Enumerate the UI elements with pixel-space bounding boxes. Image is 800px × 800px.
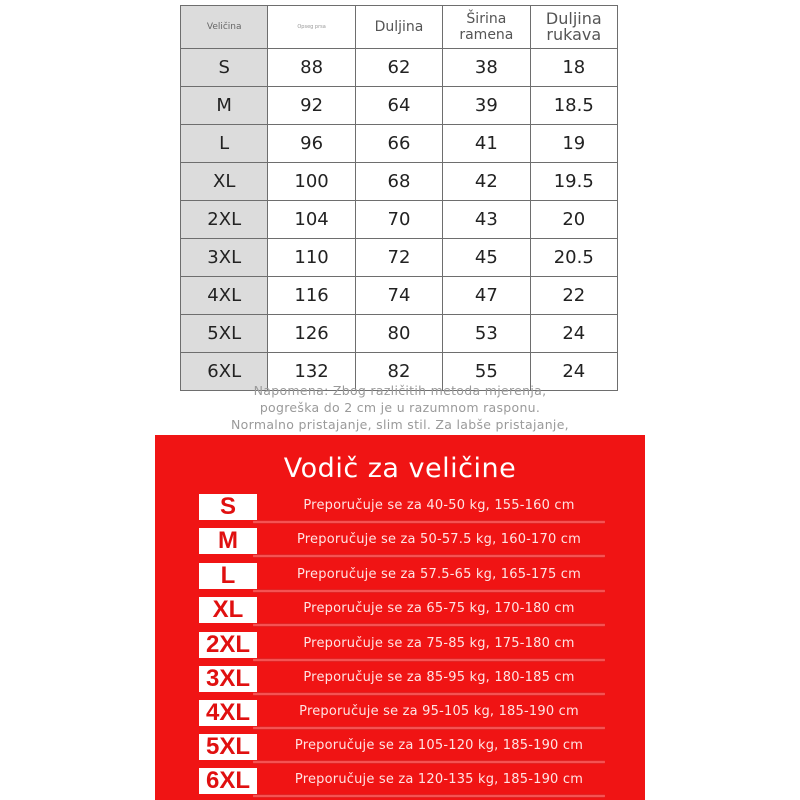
measurement-cell: 116 [268, 277, 355, 315]
measurement-cell: 18.5 [530, 87, 617, 125]
measurement-cell: 39 [443, 87, 530, 125]
table-row [181, 277, 618, 315]
table-header-row [181, 6, 618, 49]
size-badge: S [199, 494, 257, 520]
measurement-cell: 55 [443, 353, 530, 391]
table-row [181, 315, 618, 353]
table-row [181, 163, 618, 201]
measurement-cell: 18 [530, 49, 617, 87]
header-duljina: Duljina [355, 6, 442, 49]
table-row [181, 49, 618, 87]
table-row [181, 239, 618, 277]
row-underline [253, 589, 605, 593]
size-guide-row [195, 597, 605, 623]
measurement-cell: 53 [443, 315, 530, 353]
measurement-cell: 22 [530, 277, 617, 315]
measurement-cell: 45 [443, 239, 530, 277]
row-underline [253, 692, 605, 696]
recommendation-text: Preporučuje se za 57.5-65 kg, 165-175 cm [296, 567, 582, 582]
size-badge: 5XL [199, 734, 257, 760]
measurement-cell: 68 [355, 163, 442, 201]
measurement-cell: 19 [530, 125, 617, 163]
size-cell: 3XL [181, 239, 268, 277]
table-row [181, 201, 618, 239]
size-badge: L [199, 563, 257, 589]
size-badge: M [199, 528, 257, 554]
row-underline [253, 726, 605, 730]
measurement-cell: 64 [355, 87, 442, 125]
size-cell: S [181, 49, 268, 87]
row-underline [253, 520, 605, 524]
measurement-cell: 126 [268, 315, 355, 353]
measurement-cell: 41 [443, 125, 530, 163]
size-guide-row [195, 528, 605, 554]
header-opseg-prsa: Opseg prsa [268, 6, 355, 49]
size-badge: XL [199, 597, 257, 623]
recommendation-text: Preporučuje se za 85-95 kg, 180-185 cm [303, 670, 575, 685]
measurement-cell: 72 [355, 239, 442, 277]
size-cell: L [181, 125, 268, 163]
measurement-cell: 80 [355, 315, 442, 353]
measurement-cell: 43 [443, 201, 530, 239]
size-guide-row [195, 666, 605, 692]
size-guide-panel [155, 435, 645, 800]
size-cell: 4XL [181, 277, 268, 315]
measurement-cell: 82 [355, 353, 442, 391]
row-underline [253, 794, 605, 798]
size-cell: 2XL [181, 201, 268, 239]
measurement-cell: 70 [355, 201, 442, 239]
recommendation-text: Preporučuje se za 40-50 kg, 155-160 cm [303, 498, 575, 513]
measurement-cell: 74 [355, 277, 442, 315]
size-guide-row [195, 768, 605, 794]
size-badge: 6XL [199, 768, 257, 794]
measurement-cell: 110 [268, 239, 355, 277]
row-underline [253, 554, 605, 558]
recommendation-text: Preporučuje se za 50-57.5 kg, 160-170 cm [296, 532, 582, 547]
recommendation-text: Preporučuje se za 75-85 kg, 175-180 cm [303, 636, 575, 651]
recommendation-text: Preporučuje se za 95-105 kg, 185-190 cm [299, 704, 579, 719]
header-sirina-ramena: Širina ramena [443, 6, 530, 49]
size-guide-row [195, 700, 605, 726]
measurement-cell: 66 [355, 125, 442, 163]
header-velicina: Veličina [181, 6, 268, 49]
measurement-cell: 62 [355, 49, 442, 87]
measurement-cell: 88 [268, 49, 355, 87]
measurement-note: Napomena: Zbog različitih metoda mjerenja, pogreška do 2 cm je u razumnom rasponu. Normalno pristajanje, slim stil. Za labše pristajanje, [231, 383, 569, 432]
measurement-cell: 19.5 [530, 163, 617, 201]
table-row [181, 125, 618, 163]
header-duljina-rukava: Duljina rukava [530, 6, 617, 49]
measurement-cell: 96 [268, 125, 355, 163]
size-guide-title: Vodič za veličine [283, 453, 517, 484]
size-cell: 6XL [181, 353, 268, 391]
measurement-cell: 24 [530, 315, 617, 353]
measurement-cell: 47 [443, 277, 530, 315]
size-cell: M [181, 87, 268, 125]
size-cell: 5XL [181, 315, 268, 353]
measurement-cell: 132 [268, 353, 355, 391]
measurement-cell: 24 [530, 353, 617, 391]
size-guide-row [195, 494, 605, 520]
row-underline [253, 623, 605, 627]
size-badge: 3XL [199, 666, 257, 692]
measurement-cell: 100 [268, 163, 355, 201]
size-guide-row [195, 632, 605, 658]
row-underline [253, 760, 605, 764]
measurement-cell: 104 [268, 201, 355, 239]
size-guide-row [195, 734, 605, 760]
measurement-cell: 20.5 [530, 239, 617, 277]
table-row [181, 87, 618, 125]
measurement-cell: 20 [530, 201, 617, 239]
size-badge: 4XL [199, 700, 257, 726]
row-underline [253, 658, 605, 662]
measurement-cell: 92 [268, 87, 355, 125]
size-badge: 2XL [199, 632, 257, 658]
size-guide-row [195, 563, 605, 589]
recommendation-text: Preporučuje se za 105-120 kg, 185-190 cm [294, 738, 584, 753]
recommendation-text: Preporučuje se za 65-75 kg, 170-180 cm [303, 601, 575, 616]
table-body [181, 49, 618, 391]
size-table [180, 5, 618, 391]
measurement-cell: 38 [443, 49, 530, 87]
size-cell: XL [181, 163, 268, 201]
measurement-cell: 42 [443, 163, 530, 201]
recommendation-text: Preporučuje se za 120-135 kg, 185-190 cm [294, 772, 584, 787]
